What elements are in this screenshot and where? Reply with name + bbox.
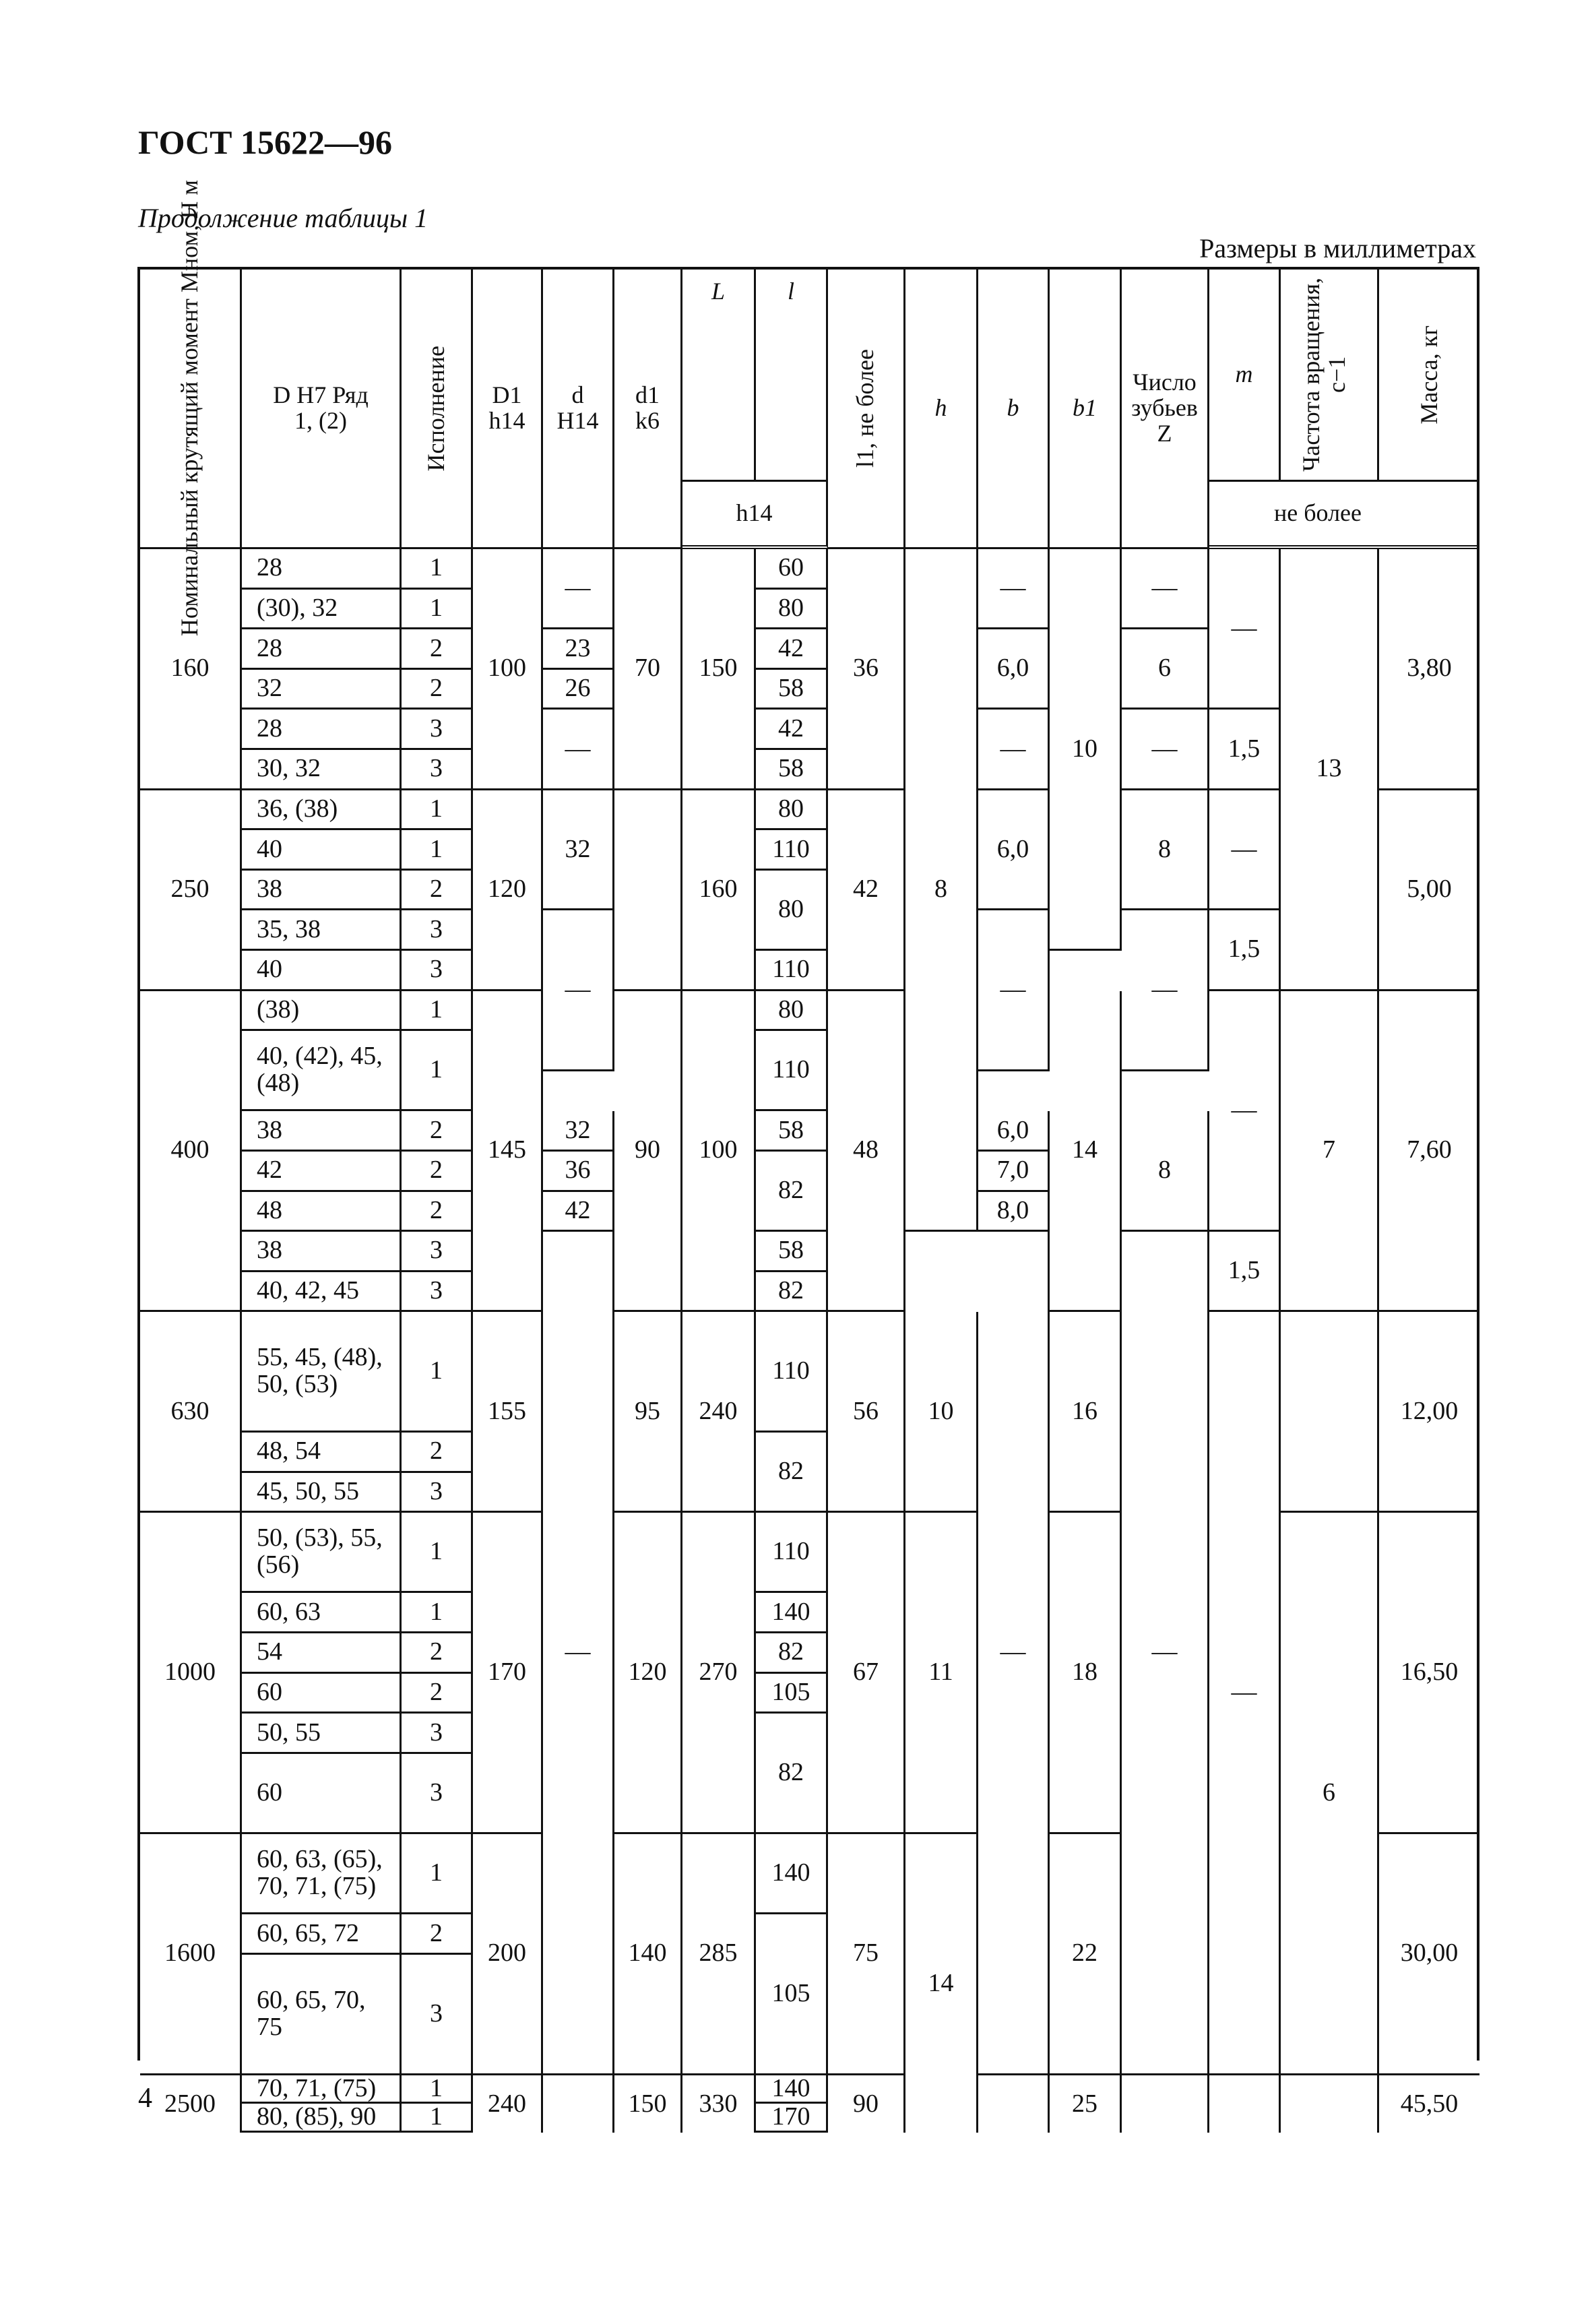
table-cell: 3 (402, 1272, 473, 1313)
table-cell: 120 (614, 1513, 682, 1834)
table-cell: — (1209, 1312, 1281, 2075)
table-cell: — (1209, 790, 1281, 911)
table-cell: 50, 55 (242, 1714, 402, 1754)
table-cell: 32 (543, 790, 614, 911)
table-cell: 140 (756, 1834, 828, 1914)
table-cell: — (1122, 710, 1209, 790)
table-cell: 45,50 (1400, 2089, 1459, 2118)
table-cell: — (978, 710, 1050, 790)
table-cell: 54 (242, 1633, 402, 1674)
table-cell: 58 (756, 670, 828, 710)
table-cell: 16,50 (1379, 1513, 1479, 1834)
table-cell: 35, 38 (242, 910, 402, 951)
table-cell: 70, 71, (75) (242, 2075, 402, 2104)
table-cell: 58 (756, 1111, 828, 1152)
table-cell: 1,5 (1209, 710, 1281, 790)
table-cell: 18 (1050, 1513, 1122, 1834)
table-cell: 1 (402, 590, 473, 630)
table-cell (1281, 2075, 1379, 2133)
table-cell: 330 (682, 2075, 756, 2133)
table-cell: 170 (473, 1513, 543, 1834)
table-cell: 1 (402, 549, 473, 590)
table-cell: 11 (905, 1513, 978, 1834)
table-cell: 70 (614, 549, 682, 790)
table-cell: 55, 45, (48), 50, (53) (242, 1312, 402, 1433)
header-L: L (682, 270, 756, 482)
header-teeth-count: Число зубьев Z (1122, 270, 1209, 549)
header-max-note-left (1209, 482, 1281, 549)
table-cell: 48 (828, 991, 905, 1313)
table-cell: 110 (756, 1031, 828, 1111)
table-cell: — (543, 710, 614, 790)
table-cell: — (1122, 549, 1209, 629)
document-code: ГОСТ 15622—96 (138, 123, 393, 161)
table-cell: 1000 (140, 1513, 242, 1834)
table-cell: 10 (1050, 549, 1122, 951)
table-cell: 48 (242, 1192, 402, 1232)
table-cell: — (1122, 910, 1209, 1071)
table-cell: 25 (1050, 2075, 1122, 2133)
header-max-note: не более (1281, 482, 1479, 549)
table-cell: 60 (756, 549, 828, 590)
table-cell: 5,00 (1379, 790, 1479, 991)
table-cell: 1 (402, 1593, 473, 1633)
header-L-l-tolerance: h14 (682, 482, 828, 549)
table-cell: 28 (242, 549, 402, 590)
table-cell: 80 (756, 590, 828, 630)
table-cell: 60, 63, (65), 70, 71, (75) (242, 1834, 402, 1914)
table-cell: (30), 32 (242, 590, 402, 630)
table-cell: 285 (682, 1834, 756, 2075)
table-cell: 32 (543, 1111, 614, 1152)
table-cell: 60, 65, 72 (242, 1914, 402, 1955)
table-cell: 150 (682, 549, 756, 790)
table-cell: 60, 63 (242, 1593, 402, 1633)
table-cell: 630 (140, 1312, 242, 1513)
table-cell: 6,0 (978, 790, 1050, 911)
table-cell: 67 (828, 1513, 905, 1834)
header-m: m (1209, 270, 1281, 482)
table-cell: 240 (473, 2075, 543, 2133)
table-cell: 110 (756, 951, 828, 991)
table-cell: 100 (473, 549, 543, 790)
header-torque: Номинальный крутящий момент Mном, Н м (140, 270, 242, 549)
table-cell: — (978, 1232, 1050, 2075)
table-cell (1281, 1312, 1379, 1513)
header-d: d H14 (543, 270, 614, 549)
table-cell (543, 2075, 614, 2133)
header-version: Исполнение (402, 270, 473, 549)
table-cell: 1,5 (1209, 910, 1281, 991)
table-cell: 28 (242, 629, 402, 670)
table-cell: 250 (140, 790, 242, 991)
table-cell: 100 (682, 991, 756, 1313)
table-cell: 2 (402, 1111, 473, 1152)
table-cell: 110 (756, 1513, 828, 1593)
table-cell: 8 (1122, 1111, 1209, 1232)
table-cell: 40 (242, 830, 402, 871)
table-cell: 82 (756, 1152, 828, 1232)
table-cell: 40 (242, 951, 402, 991)
table-cell: 3 (402, 750, 473, 790)
table-cell: 10 (905, 1312, 978, 1513)
table-cell: — (978, 910, 1050, 1071)
page-number: 4 (138, 2083, 152, 2114)
table-cell: 90 (828, 2075, 905, 2133)
header-l: l (756, 270, 828, 482)
table-cell: 38 (242, 1111, 402, 1152)
table-cell: 82 (756, 1433, 828, 1513)
table-cell: — (1209, 549, 1281, 710)
table-cell (978, 2075, 1050, 2133)
table-cell (1122, 2075, 1209, 2133)
table-cell: 36, (38) (242, 790, 402, 831)
table-cell: 42 (543, 1192, 614, 1232)
table-cell: 58 (756, 1232, 828, 1272)
table-cell: 270 (682, 1513, 756, 1834)
table-cell: 42 (242, 1152, 402, 1192)
table-cell: 2 (402, 871, 473, 911)
table-cell: 80, (85), 90 (242, 2104, 402, 2133)
table-cell: 140 (756, 1593, 828, 1633)
table-cell: 3 (402, 910, 473, 951)
header-D: D H7 Ряд 1, (2) (242, 270, 402, 549)
table-cell: 82 (756, 1272, 828, 1313)
header-mass: Масса, кг (1379, 270, 1479, 482)
table-cell: 3 (402, 1714, 473, 1754)
table-cell: 3 (402, 710, 473, 750)
table-cell: 75 (828, 1834, 905, 2075)
header-frequency: Частота вращения, с−1 (1281, 270, 1379, 482)
table-cell: 28 (242, 710, 402, 750)
table-cell: 1 (402, 991, 473, 1032)
table-cell: 3 (402, 1955, 473, 2075)
header-h: h (905, 270, 978, 549)
table-cell: 60 (242, 1754, 402, 1834)
table-cell: 80 (756, 991, 828, 1032)
table-cell: 110 (756, 1312, 828, 1433)
table-cell: 82 (756, 1633, 828, 1674)
table-cell: 82 (756, 1714, 828, 1834)
table-cell: 2 (402, 1192, 473, 1232)
table-cell: 400 (140, 991, 242, 1313)
table-cell: 1 (402, 830, 473, 871)
table-cell: — (1122, 1232, 1209, 2075)
table-cell: 80 (756, 871, 828, 951)
table-cell: 200 (473, 1834, 543, 2075)
table-cell: 40, 42, 45 (242, 1272, 402, 1313)
table-cell: 30, 32 (242, 750, 402, 790)
header-D1: D1 h14 (473, 270, 543, 549)
table-cell: 12,00 (1379, 1312, 1479, 1513)
table-cell: 60, 65, 70, 75 (242, 1955, 402, 2075)
table-cell: 155 (473, 1312, 543, 1513)
table-cell: 1 (402, 2104, 473, 2133)
table-cell: 7,0 (978, 1152, 1050, 1192)
table-cell: 8 (905, 549, 978, 1232)
table-cell: 1 (402, 1031, 473, 1111)
table-cell: 2 (402, 1152, 473, 1192)
table-cell: — (543, 1232, 614, 2075)
table-cell: — (978, 549, 1050, 629)
table-cell: 7,60 (1379, 991, 1479, 1313)
table-cell: 145 (473, 991, 543, 1313)
table-cell: 26 (543, 670, 614, 710)
table-cell: 3,80 (1379, 549, 1479, 790)
table-cell: 56 (828, 1312, 905, 1513)
table-cell: 48, 54 (242, 1433, 402, 1473)
table-cell: 6 (1281, 1513, 1379, 2075)
table-cell: 140 (756, 2075, 828, 2104)
table-cell: 23 (543, 629, 614, 670)
table-cell: — (1209, 991, 1281, 1232)
table-cell: 36 (543, 1152, 614, 1192)
table-cell: 1 (402, 1312, 473, 1433)
table-cell: 2500 (140, 2075, 242, 2133)
table-cell: 8,0 (978, 1192, 1050, 1232)
table-cell: (38) (242, 991, 402, 1032)
table-continuation-caption: Продолжение таблицы 1 (138, 203, 428, 233)
table-cell: 36 (828, 549, 905, 790)
table-cell: 14 (905, 1834, 978, 2133)
table-cell: — (543, 549, 614, 629)
table-cell: 8 (1122, 790, 1209, 911)
table-cell: 1,5 (1209, 1232, 1281, 1312)
table-cell: 2 (402, 670, 473, 710)
table-cell: 3 (402, 1473, 473, 1513)
table-cell: 110 (756, 830, 828, 871)
table-cell: 3 (402, 1232, 473, 1272)
table-cell: 42 (828, 790, 905, 991)
table-cell: 30,00 (1379, 1834, 1479, 2075)
table-cell: 50, (53), 55, (56) (242, 1513, 402, 1593)
table-cell: 3 (402, 1754, 473, 1834)
table-cell: 7 (1281, 991, 1379, 1313)
table-cell: 105 (756, 1914, 828, 2075)
table-cell: 42 (756, 629, 828, 670)
table-cell: 170 (756, 2104, 828, 2133)
table-cell: 1 (402, 1834, 473, 1914)
table-cell: 2 (402, 1674, 473, 1714)
table-cell: 16 (1050, 1312, 1122, 1513)
header-b1: b1 (1050, 270, 1122, 549)
table-cell: 1 (402, 790, 473, 831)
table-cell: 45, 50, 55 (242, 1473, 402, 1513)
table-cell: 2 (402, 1914, 473, 1955)
table-cell: 3 (402, 951, 473, 991)
table-cell: 1 (402, 2075, 473, 2104)
table-cell (1209, 2075, 1281, 2133)
table-cell: 58 (756, 750, 828, 790)
table-cell: 40, (42), 45, (48) (242, 1031, 402, 1111)
table-cell: 240 (682, 1312, 756, 1513)
table-cell: 6 (1122, 629, 1209, 710)
table-cell: 6,0 (978, 1111, 1050, 1152)
table-cell: 22 (1050, 1834, 1122, 2075)
table-cell: 42 (756, 710, 828, 750)
table-cell: 2 (402, 1433, 473, 1473)
table-cell: 13 (1281, 549, 1379, 991)
table-cell: 160 (140, 549, 242, 790)
table-cell: 1600 (140, 1834, 242, 2075)
table-cell: 60 (242, 1674, 402, 1714)
table-cell: 14 (1050, 991, 1122, 1313)
table-cell: 2 (402, 629, 473, 670)
units-note: Размеры в миллиметрах (1199, 233, 1476, 263)
header-d1: d1 k6 (614, 270, 682, 549)
table-cell: — (543, 910, 614, 1071)
table-cell: 6,0 (978, 629, 1050, 710)
table-cell: 90 (614, 991, 682, 1313)
table-cell: 80 (756, 790, 828, 831)
table-cell: 105 (756, 1674, 828, 1714)
table-cell: 38 (242, 871, 402, 911)
table-cell: 120 (473, 790, 543, 991)
header-b: b (978, 270, 1050, 549)
table-cell: 32 (242, 670, 402, 710)
header-l1: l1, не более (828, 270, 905, 549)
table-cell: 95 (614, 1312, 682, 1513)
table-cell: 160 (682, 790, 756, 991)
table-cell: 38 (242, 1232, 402, 1272)
table-cell: 150 (614, 2075, 682, 2133)
table-cell: 2 (402, 1633, 473, 1674)
table-cell: 140 (614, 1834, 682, 2075)
table-cell (614, 790, 682, 991)
table-cell: 1 (402, 1513, 473, 1593)
